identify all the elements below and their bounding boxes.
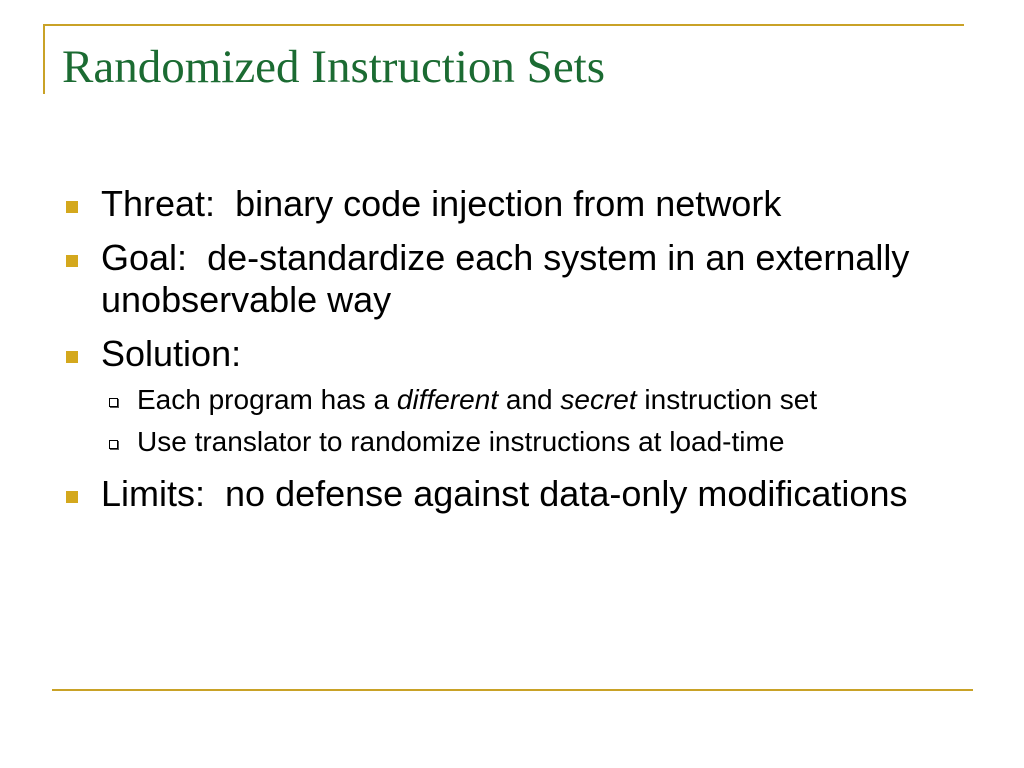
sub-text-part: Each program has a bbox=[137, 384, 397, 415]
bullet-label: Limits: bbox=[101, 473, 206, 514]
square-bullet-icon bbox=[66, 351, 78, 363]
bullet-text: no defense against data-only modifications bbox=[225, 473, 908, 514]
sub-bullet-different-secret bbox=[66, 383, 946, 417]
bullet-threat bbox=[66, 183, 946, 225]
bullet-text: binary code injection from network bbox=[235, 183, 782, 224]
bullet-label: Goal: bbox=[101, 237, 188, 278]
square-bullet-icon bbox=[66, 491, 78, 503]
sub-text-emphasis: different bbox=[396, 384, 499, 415]
bullet-limits bbox=[66, 473, 946, 515]
hollow-square-bullet-icon bbox=[109, 398, 118, 407]
square-bullet-icon bbox=[66, 201, 78, 213]
sub-text-part: and bbox=[498, 384, 561, 415]
decorative-bottom-line bbox=[52, 689, 973, 691]
sub-bullet-translator bbox=[66, 425, 946, 459]
decorative-frame-top-line bbox=[43, 24, 964, 26]
slide-content bbox=[66, 183, 946, 527]
bullet-solution bbox=[66, 333, 946, 375]
slide-title: Randomized Instruction Sets bbox=[62, 41, 606, 93]
bullet-text: de-standardize each system in an externally unobservable way bbox=[101, 237, 910, 320]
sub-text-part: instruction set bbox=[636, 384, 818, 415]
square-bullet-icon bbox=[66, 255, 78, 267]
bullet-goal bbox=[66, 237, 946, 321]
decorative-frame-left-line bbox=[43, 24, 45, 94]
solution-sub-list bbox=[66, 383, 946, 459]
sub-text: Use translator to randomize instructions at load-time bbox=[137, 426, 785, 457]
sub-text-emphasis: secret bbox=[560, 384, 637, 415]
hollow-square-bullet-icon bbox=[109, 440, 118, 449]
bullet-label: Threat: bbox=[101, 183, 216, 224]
bullet-label: Solution: bbox=[101, 333, 242, 374]
